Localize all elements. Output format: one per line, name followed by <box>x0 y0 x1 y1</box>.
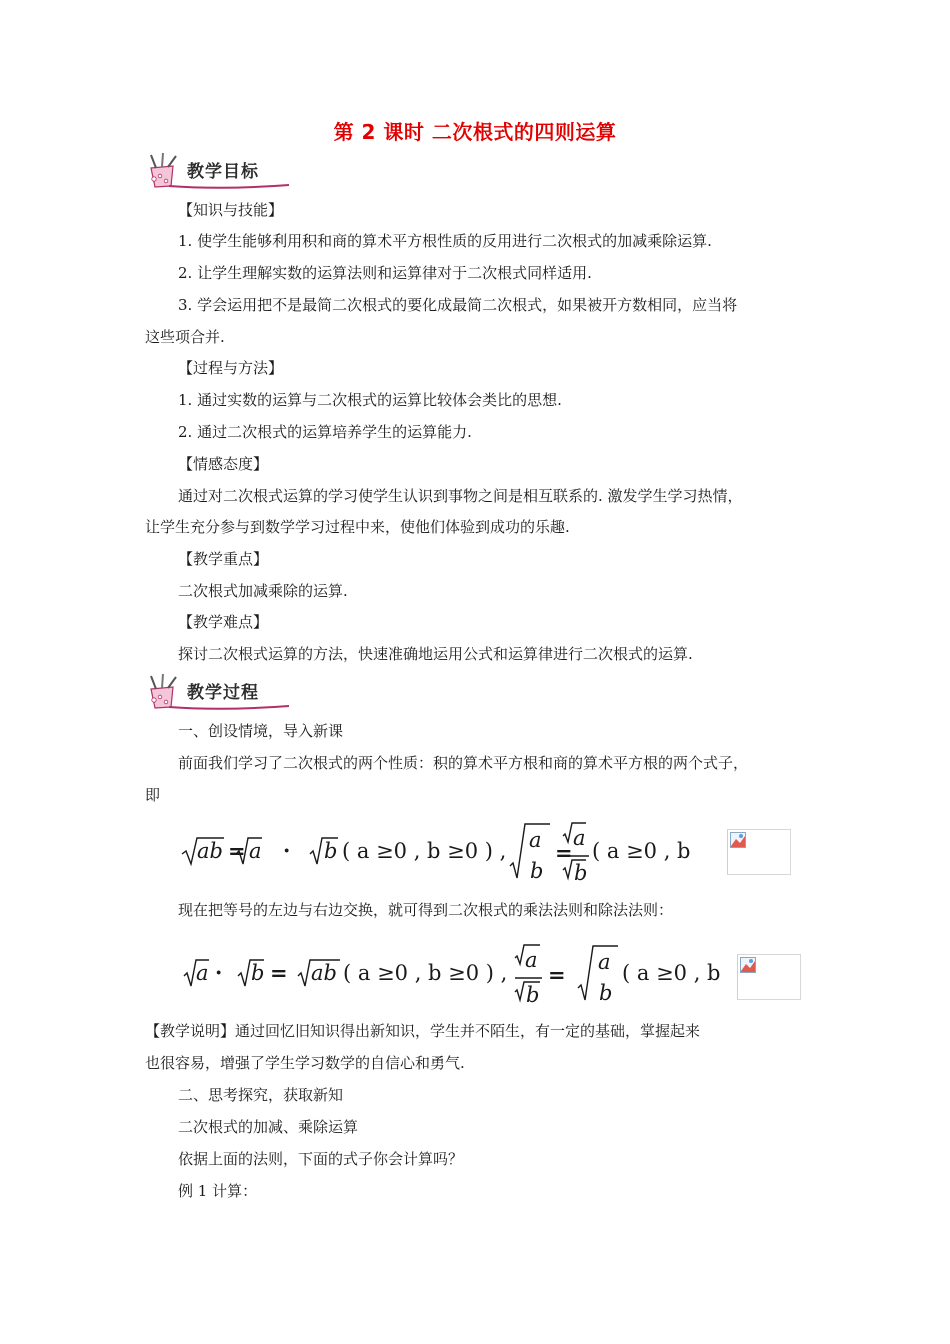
section-badge-process <box>143 673 293 713</box>
svg-text:=: = <box>228 838 246 863</box>
formula-1-root-b: b <box>324 839 338 863</box>
formula-1-frac-den: b <box>530 859 544 883</box>
svg-text:b: b <box>574 861 588 885</box>
example-label: 例 1 计算： <box>178 1182 258 1200</box>
svg-text:a: a <box>573 826 586 850</box>
formula-2-root-b: b <box>251 961 265 985</box>
formula-1-frac-num: a <box>529 828 542 852</box>
heading-difficulty: 【教学难点】 <box>178 613 269 631</box>
formula-1-dot: · <box>283 838 291 863</box>
formula-2-dot: · <box>215 960 223 985</box>
page-title: 第 2 课时 二次根式的四则运算 <box>333 120 617 144</box>
text-line: 二次根式加减乘除的运算. <box>178 582 348 600</box>
section-heading-1: 一、创设情境，导入新课 <box>178 722 344 740</box>
heading-process-method: 【过程与方法】 <box>178 359 284 377</box>
formula-1-lhs: ab <box>197 839 223 863</box>
heading-key-point: 【教学重点】 <box>178 550 269 568</box>
svg-text:a: a <box>525 948 538 972</box>
text-line: 2. 通过二次根式的运算培养学生的运算能力. <box>178 423 472 441</box>
svg-text:b: b <box>526 983 540 1007</box>
broken-image-placeholder <box>737 954 801 1000</box>
formula-product-quotient-rule <box>180 820 720 890</box>
formula-2-rhs: ab <box>311 961 337 985</box>
badge-label-goals: 教学目标 <box>187 162 259 182</box>
broken-image-icon <box>740 957 756 973</box>
text-line: 1. 通过实数的运算与二次根式的运算比较体会类比的思想. <box>178 391 562 409</box>
text-line: 现在把等号的左边与右边交换，就可得到二次根式的乘法法则和除法法则： <box>178 901 674 919</box>
badge-label-process: 教学过程 <box>187 683 259 703</box>
text-line: 这些项合并. <box>145 328 225 346</box>
text-line: 通过对二次根式运算的学习使学生认识到事物之间是相互联系的. 激发学生学习热情， <box>178 487 743 505</box>
formula-2-condition-2: ( a ≥0 , b <box>622 961 721 985</box>
formula-1-root-a: a <box>249 839 262 863</box>
broken-image-icon <box>730 832 746 848</box>
broken-image-placeholder <box>727 829 791 875</box>
text-line: 探讨二次根式运算的方法，快速准确地运用公式和运算律进行二次根式的运算. <box>178 645 693 663</box>
formula-multiplication-division-rule <box>180 942 740 1012</box>
heading-attitude: 【情感态度】 <box>178 455 269 473</box>
text-line: 依据上面的法则，下面的式子你会计算吗？ <box>178 1150 464 1168</box>
text-line: 二次根式的加减、乘除运算 <box>178 1118 359 1136</box>
svg-text:=: = <box>548 962 566 987</box>
formula-1-condition-2: ( a ≥0 , b <box>592 839 691 863</box>
formula-2-frac-den: b <box>599 981 613 1005</box>
section-badge-goals <box>143 152 293 192</box>
text-line: 前面我们学习了二次根式的两个性质：积的算术平方根和商的算术平方根的两个式子， <box>178 754 749 772</box>
formula-1-condition: ( a ≥0 , b ≥0 ) , <box>342 839 507 863</box>
formula-2-frac-num: a <box>598 950 611 974</box>
text-line: 让学生充分参与到数学学习过程中来，使他们体验到成功的乐趣. <box>145 518 570 536</box>
formula-1-eq: = <box>555 840 573 865</box>
section-heading-2: 二、思考探究，获取新知 <box>178 1086 344 1104</box>
text-line: 即 <box>145 786 161 804</box>
teaching-note: 【教学说明】通过回忆旧知识得出新知识，学生并不陌生，有一定的基础，掌握起来 <box>145 1022 701 1040</box>
heading-knowledge: 【知识与技能】 <box>178 201 284 219</box>
text-line: 1. 使学生能够利用积和商的算术平方根性质的反用进行二次根式的加减乘除运算. <box>178 232 712 250</box>
text-line: 也很容易，增强了学生学习数学的自信心和勇气. <box>145 1054 465 1072</box>
text-line: 2. 让学生理解实数的运算法则和运算律对于二次根式同样适用. <box>178 264 592 282</box>
formula-2-condition: ( a ≥0 , b ≥0 ) , <box>343 961 508 985</box>
formula-2-eq: = <box>270 960 288 985</box>
text-line: 3. 学会运用把不是最简二次根式的要化成最简二次根式，如果被开方数相同，应当将 <box>178 296 738 314</box>
formula-2-root-a: a <box>196 961 209 985</box>
